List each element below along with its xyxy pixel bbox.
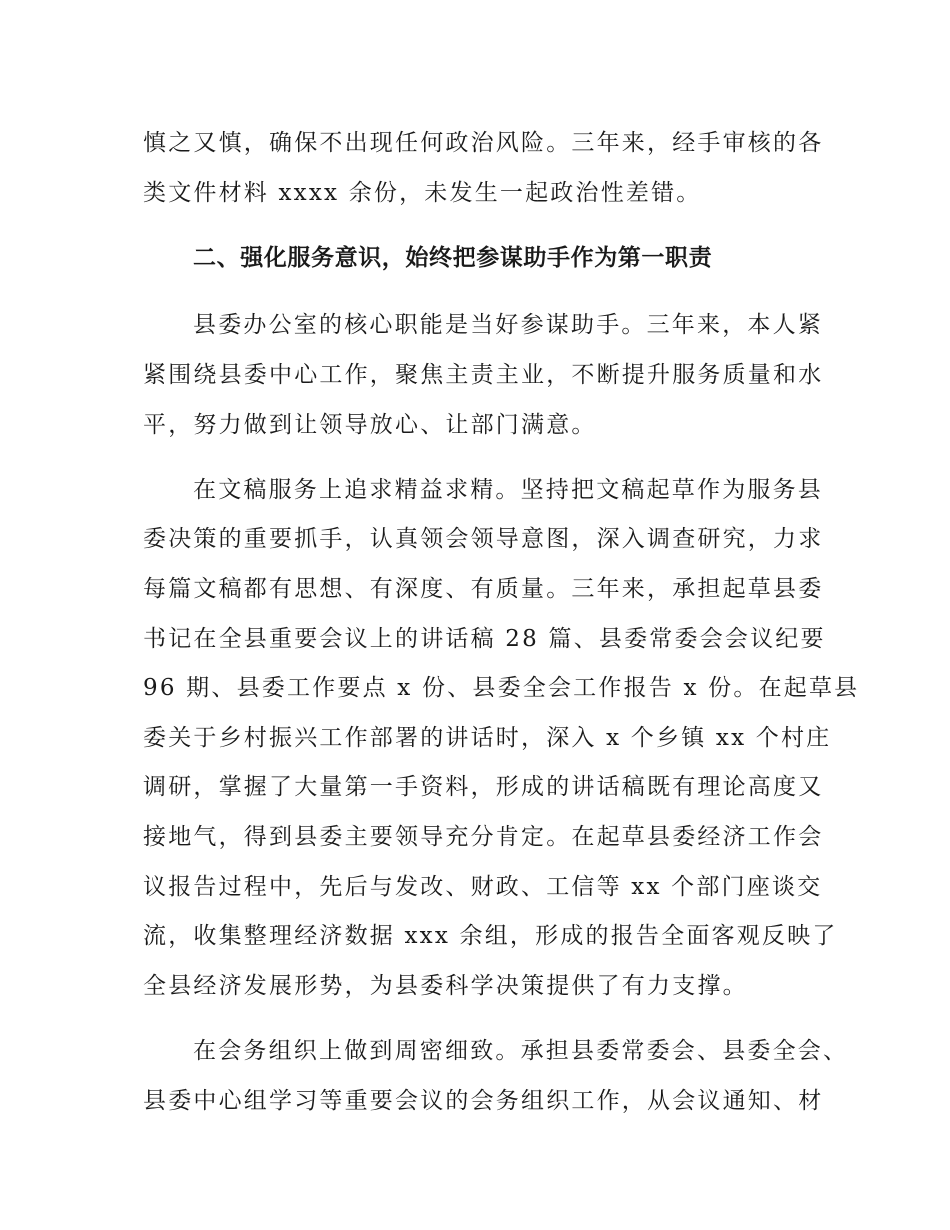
paragraph-line: 96 期、县委工作要点 x 份、县委全会工作报告 x 份。在起草县 — [143, 675, 860, 701]
paragraph-line: 在会务组织上做到周密细致。承担县委常委会、县委全会、 — [193, 1038, 849, 1064]
paragraph-line: 全县经济发展形势，为县委科学决策提供了有力支撑。 — [143, 973, 748, 999]
paragraph-line: 每篇文稿都有思想、有深度、有质量。三年来，承担起草县委 — [143, 576, 824, 602]
paragraph-line: 议报告过程中，先后与发改、财政、工信等 xx 个部门座谈交 — [143, 874, 823, 900]
paragraph-line: 在文稿服务上追求精益求精。坚持把文稿起草作为服务县 — [193, 477, 823, 503]
paragraph-line: 平，努力做到让领导放心、让部门满意。 — [143, 412, 597, 438]
paragraph-line: 调研，掌握了大量第一手资料，形成的讲话稿既有理论高度又 — [143, 774, 824, 800]
paragraph-line: 接地气，得到县委主要领导充分肯定。在起草县委经济工作会 — [143, 824, 824, 850]
paragraph-line: 县委办公室的核心职能是当好参谋助手。三年来，本人紧 — [193, 312, 823, 338]
paragraph-line: 县委中心组学习等重要会议的会务组织工作，从会议通知、材 — [143, 1088, 824, 1114]
paragraph-line: 流，收集整理经济数据 xxx 余组，形成的报告全面客观反映了 — [143, 923, 838, 949]
paragraph-line: 书记在全县重要会议上的讲话稿 28 篇、县委常委会会议纪要 — [143, 626, 826, 652]
paragraph-line: 慎之又慎，确保不出现任何政治风险。三年来，经手审核的各 — [143, 130, 824, 156]
section-heading: 二、强化服务意识，始终把参谋助手作为第一职责 — [193, 245, 713, 271]
paragraph-line: 委关于乡村振兴工作部署的讲话时，深入 x 个乡镇 xx 个村庄 — [143, 725, 832, 751]
paragraph-line: 委决策的重要抓手，认真领会领导意图，深入调查研究，力求 — [143, 526, 824, 552]
paragraph-line: 紧围绕县委中心工作，聚焦主责主业，不断提升服务质量和水 — [143, 362, 824, 388]
paragraph-line: 类文件材料 xxxx 余份，未发生一起政治性差错。 — [143, 180, 702, 206]
